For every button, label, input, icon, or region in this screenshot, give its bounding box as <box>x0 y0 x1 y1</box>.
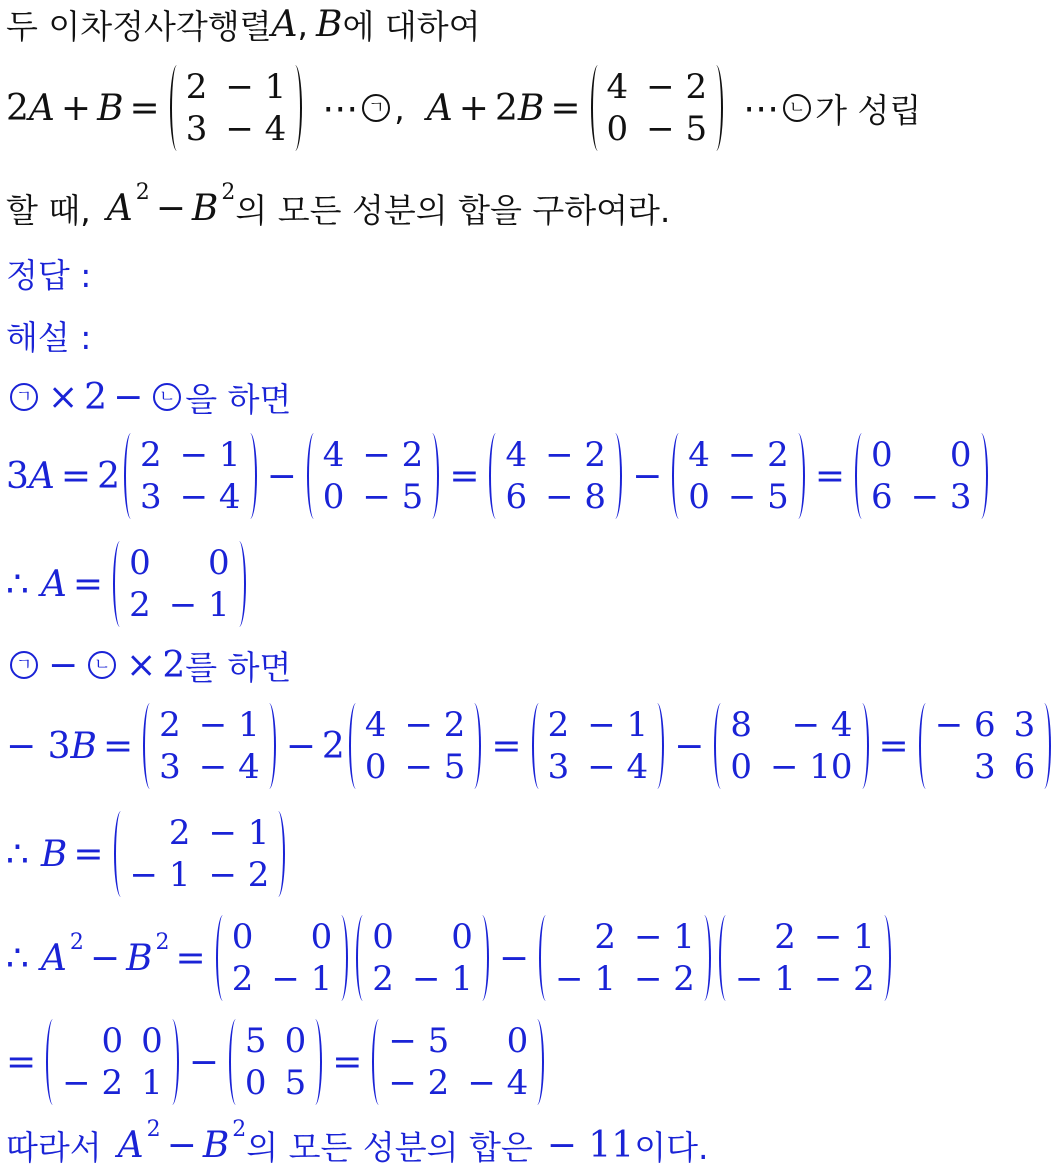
matrix-entry: 0 <box>322 477 345 517</box>
matrix-entry: − 1 <box>633 917 695 957</box>
matrix-entry: − 2 <box>633 959 695 999</box>
matrix-entry: 5 <box>244 1021 267 1061</box>
matrix-bracket <box>425 433 439 519</box>
matrix-grid <box>157 703 262 789</box>
minus: − <box>674 725 705 767</box>
matrix <box>719 915 891 1001</box>
minus: − <box>188 1041 219 1083</box>
matrix-entry: − 1 <box>587 705 649 745</box>
matrix-entry: 1 <box>141 1063 163 1103</box>
matrix-grid <box>933 703 1038 789</box>
matrix <box>855 433 988 519</box>
equals: = <box>72 563 104 605</box>
matrix-bracket <box>356 915 370 1001</box>
equals: = <box>73 833 104 875</box>
minus: − <box>285 725 316 767</box>
minus: − <box>166 1124 197 1166</box>
circle-label-nieun: ㄴ <box>783 94 811 122</box>
var-a: A <box>28 87 55 129</box>
matrix-entry: 8 <box>730 705 752 745</box>
matrix-entry: 0 <box>451 917 473 957</box>
matrix-entry: 2 <box>547 705 570 745</box>
matrix-grid <box>60 1019 165 1105</box>
matrix-entry: 0 <box>949 435 972 475</box>
matrix-bracket <box>591 65 605 151</box>
matrix-entry: − 1 <box>168 585 230 625</box>
step-text: 를 하면 <box>185 647 292 687</box>
matrix-entry: − 1 <box>555 959 616 999</box>
matrix-grid <box>321 433 426 519</box>
matrix <box>124 433 257 519</box>
num: 2 <box>84 376 108 418</box>
matrix-grid <box>553 915 697 1001</box>
matrix-grid <box>230 915 335 1001</box>
matrix <box>672 433 805 519</box>
matrix-entry: − 2 <box>404 705 466 745</box>
matrix-entry: 4 <box>505 435 528 475</box>
problem-line-3 <box>6 179 671 234</box>
minus: − <box>89 937 121 979</box>
matrix-entry: 0 <box>129 543 151 583</box>
matrix-entry: 0 <box>606 109 629 149</box>
equals: = <box>102 725 134 767</box>
var-a: A <box>271 3 298 45</box>
matrix-entry: − 5 <box>404 747 466 787</box>
matrix-entry: 4 <box>688 435 710 475</box>
exponent: 2 <box>155 929 170 955</box>
matrix-entry: 3 <box>185 109 208 149</box>
matrix-grid <box>605 65 710 151</box>
matrix <box>113 541 246 627</box>
matrix-bracket <box>288 65 302 151</box>
matrix <box>307 433 440 519</box>
num: 2 <box>494 87 518 129</box>
matrix-bracket <box>271 811 285 897</box>
var-b: B <box>126 937 153 979</box>
matrix-bracket <box>919 703 933 789</box>
var-b: B <box>191 187 219 229</box>
matrix-entry: − 2 <box>62 1063 124 1103</box>
var-b: B <box>202 1124 230 1166</box>
matrix <box>229 1019 322 1105</box>
var-b: B <box>97 87 124 129</box>
matrix-entry: − 1 <box>271 959 333 999</box>
matrix <box>356 915 489 1001</box>
minus: − <box>48 644 79 686</box>
matrix-entry: 2 <box>594 917 616 957</box>
matrix-bracket <box>709 65 723 151</box>
problem-text-tail: 에 대하여 <box>342 6 481 46</box>
matrix-entry: − 1 <box>129 855 191 895</box>
matrix-grid <box>869 433 974 519</box>
matrix-entry: 0 <box>372 917 394 957</box>
matrix-grid <box>733 915 877 1001</box>
matrix-bracket <box>372 1019 386 1105</box>
matrix-bracket <box>475 915 489 1001</box>
var-a: A <box>40 937 67 979</box>
var-a: A <box>106 187 133 229</box>
num: 2 <box>321 725 345 767</box>
matrix-entry: 3 <box>159 747 181 787</box>
matrix <box>143 703 276 789</box>
matrix-entry: 0 <box>730 747 752 787</box>
matrix-entry: − 4 <box>179 477 241 517</box>
matrix-entry: 0 <box>141 1021 163 1061</box>
matrix-entry: − 2 <box>813 959 875 999</box>
minus: − <box>266 455 297 497</box>
matrix-entry: 0 <box>688 477 710 517</box>
matrix <box>489 433 622 519</box>
minus: − <box>632 455 663 497</box>
problem-text: 할 때, <box>6 190 91 230</box>
exponent: 2 <box>135 179 150 205</box>
var-a: A <box>28 455 55 497</box>
equals: = <box>175 937 206 979</box>
var-b: B <box>70 725 97 767</box>
dots: ⋯ <box>743 87 780 129</box>
matrix-entry: − 2 <box>208 855 270 895</box>
matrix-entry: 0 <box>284 1021 307 1061</box>
matrix-entry: − 1 <box>225 67 287 107</box>
matrix-bracket <box>113 541 127 627</box>
step-3 <box>6 538 250 630</box>
matrix-grid <box>363 703 468 789</box>
matrix-bracket <box>974 433 988 519</box>
matrix-entry: − 5 <box>362 477 424 517</box>
matrix-bracket <box>532 703 546 789</box>
plus: + <box>60 87 92 129</box>
matrix <box>591 65 724 151</box>
matrix-entry: − 1 <box>734 959 796 999</box>
matrix-entry: − 2 <box>362 435 424 475</box>
times: × <box>48 376 79 418</box>
matrix-entry: − 5 <box>388 1021 450 1061</box>
final-value: − 11 <box>546 1124 635 1166</box>
matrix-entry: 6 <box>505 477 528 517</box>
matrix-bracket <box>1037 703 1051 789</box>
matrix-bracket <box>124 433 138 519</box>
step-text: 을 하면 <box>185 379 292 419</box>
num: 2 <box>162 644 186 686</box>
equals: = <box>449 455 480 497</box>
matrix-bracket <box>489 433 503 519</box>
matrix-entry: − 4 <box>467 1063 529 1103</box>
matrix-entry: − 1 <box>411 959 473 999</box>
circle-label-nieun: ㄴ <box>153 383 181 411</box>
var-b: B <box>40 833 68 875</box>
matrix-entry: 0 <box>506 1021 529 1061</box>
matrix <box>539 915 711 1001</box>
matrix-bracket <box>714 703 728 789</box>
matrix-entry: 0 <box>244 1063 267 1103</box>
matrix-entry: 2 <box>159 705 181 745</box>
matrix-grid <box>546 703 651 789</box>
equals: = <box>60 455 92 497</box>
var-a: A <box>117 1124 144 1166</box>
dots: ⋯ <box>322 87 359 129</box>
matrix <box>114 811 286 897</box>
matrix-entry: − 1 <box>208 813 270 853</box>
matrix-entry: − 5 <box>646 109 708 149</box>
matrix-entry: 3 <box>973 747 996 787</box>
problem-text-tail: 가 성립 <box>815 90 922 130</box>
exponent: 2 <box>221 179 236 205</box>
matrix-grid <box>686 433 791 519</box>
answer-label-text: 정답 : <box>6 255 92 295</box>
answer-label <box>6 250 91 296</box>
matrix-bracket <box>114 811 128 897</box>
matrix-entry: 6 <box>1013 747 1036 787</box>
matrix-entry: 3 <box>139 477 162 517</box>
therefore: ∴ <box>6 563 29 605</box>
matrix-entry: 4 <box>606 67 629 107</box>
matrix-entry: − 2 <box>727 435 789 475</box>
matrix <box>349 703 482 789</box>
matrix-entry: − 6 <box>934 705 996 745</box>
step-5 <box>6 700 1055 792</box>
matrix-entry: − 1 <box>198 705 260 745</box>
step-6 <box>6 808 289 900</box>
matrix-bracket <box>855 703 869 789</box>
matrix-entry: − 8 <box>545 477 607 517</box>
matrix-grid <box>386 1019 530 1105</box>
therefore: ∴ <box>6 833 29 875</box>
therefore: ∴ <box>6 937 29 979</box>
step-text: 따라서 <box>6 1127 102 1167</box>
step-text-tail: 이다. <box>634 1127 709 1167</box>
matrix-bracket <box>232 541 246 627</box>
problem-text-tail: 의 모든 성분의 합을 구하여라. <box>235 190 671 230</box>
num: 2 <box>97 455 120 497</box>
circle-label-nieun: ㄴ <box>88 651 116 679</box>
matrix-grid <box>243 1019 308 1105</box>
matrix <box>532 703 665 789</box>
matrix-entry: 2 <box>185 67 208 107</box>
matrix-entry: − 10 <box>769 747 853 787</box>
matrix-entry: − 4 <box>587 747 649 787</box>
matrix-grid <box>184 65 289 151</box>
step-text: 의 모든 성분의 합은 <box>246 1127 533 1167</box>
var-b: B <box>517 87 545 129</box>
matrix-grid <box>728 703 854 789</box>
matrix-entry: − 2 <box>646 67 708 107</box>
comma: , <box>394 88 405 128</box>
matrix-entry: 6 <box>870 477 893 517</box>
step-9 <box>6 1116 709 1168</box>
circle-label-giyeok: ㄱ <box>10 383 38 411</box>
matrix-grid <box>503 433 608 519</box>
matrix <box>714 703 868 789</box>
matrix-entry: − 4 <box>198 747 260 787</box>
var-b: B <box>316 3 343 45</box>
matrix-bracket <box>530 1019 544 1105</box>
step-4 <box>6 642 291 688</box>
matrix-bracket <box>334 915 348 1001</box>
matrix-bracket <box>697 915 711 1001</box>
matrix-entry: 0 <box>870 435 893 475</box>
matrix-bracket <box>143 703 157 789</box>
solution-label-text: 해설 : <box>6 317 92 357</box>
matrix <box>170 65 303 151</box>
exponent: 2 <box>232 1116 247 1142</box>
matrix-entry: 2 <box>129 585 151 625</box>
minus: − <box>113 376 144 418</box>
equals: = <box>814 455 845 497</box>
equals: = <box>332 1041 363 1083</box>
matrix-entry: 3 <box>547 747 570 787</box>
step-2 <box>6 430 992 522</box>
minus: − <box>155 187 186 229</box>
matrix-entry: − 3 <box>910 477 972 517</box>
matrix-bracket <box>307 433 321 519</box>
var-a: A <box>40 563 67 605</box>
matrix-entry: 0 <box>101 1021 124 1061</box>
step-7 <box>6 912 895 1004</box>
var-a: A <box>426 87 453 129</box>
exponent: 2 <box>146 1116 161 1142</box>
matrix-entry: 2 <box>372 959 394 999</box>
comma: , <box>297 4 309 44</box>
matrix-entry: 2 <box>168 813 191 853</box>
matrix <box>372 1019 544 1105</box>
matrix-bracket <box>608 433 622 519</box>
equals: = <box>491 725 522 767</box>
equals: = <box>6 1041 37 1083</box>
matrix-entry: 0 <box>364 747 387 787</box>
matrix-grid <box>127 541 232 627</box>
problem-line-2 <box>6 62 921 154</box>
matrix-entry: − 4 <box>225 109 287 149</box>
matrix-bracket <box>877 915 891 1001</box>
num: 3 <box>6 455 29 497</box>
matrix-bracket <box>308 1019 322 1105</box>
matrix-bracket <box>855 433 869 519</box>
matrix-entry: − 2 <box>388 1063 450 1103</box>
matrix-grid <box>138 433 243 519</box>
matrix-bracket <box>46 1019 60 1105</box>
exponent: 2 <box>69 929 84 955</box>
plus: + <box>458 87 489 129</box>
solution-label <box>6 312 91 358</box>
problem-text: 두 이차정사각행렬 <box>6 6 272 46</box>
matrix-entry: − 1 <box>813 917 875 957</box>
step-8 <box>6 1016 548 1108</box>
matrix <box>919 703 1052 789</box>
matrix-entry: 4 <box>364 705 387 745</box>
matrix-entry: 0 <box>208 543 230 583</box>
matrix-bracket <box>650 703 664 789</box>
matrix-entry: − 1 <box>179 435 241 475</box>
matrix-entry: − 4 <box>791 705 853 745</box>
matrix-entry: 2 <box>139 435 162 475</box>
matrix-entry: 2 <box>774 917 796 957</box>
num: − 3 <box>6 725 71 767</box>
matrix-bracket <box>719 915 733 1001</box>
matrix-grid <box>128 811 272 897</box>
matrix-bracket <box>170 65 184 151</box>
matrix-bracket <box>229 1019 243 1105</box>
equals: = <box>550 87 581 129</box>
matrix-bracket <box>539 915 553 1001</box>
equals: = <box>129 87 160 129</box>
matrix-entry: 0 <box>310 917 333 957</box>
matrix-grid <box>370 915 475 1001</box>
matrix <box>46 1019 179 1105</box>
matrix-bracket <box>216 915 230 1001</box>
circle-label-giyeok: ㄱ <box>10 651 38 679</box>
matrix-bracket <box>165 1019 179 1105</box>
problem-line-1 <box>6 2 481 46</box>
matrix-entry: − 2 <box>545 435 607 475</box>
num: 2 <box>6 87 29 129</box>
matrix-entry: 0 <box>231 917 254 957</box>
matrix-entry: 3 <box>1013 705 1036 745</box>
times: × <box>126 644 157 686</box>
matrix-bracket <box>467 703 481 789</box>
matrix-bracket <box>262 703 276 789</box>
matrix-entry: 4 <box>322 435 345 475</box>
matrix-entry: 5 <box>284 1063 307 1103</box>
step-1 <box>6 374 291 420</box>
matrix <box>216 915 349 1001</box>
matrix-bracket <box>243 433 257 519</box>
matrix-entry: 2 <box>231 959 254 999</box>
circle-label-giyeok: ㄱ <box>362 94 390 122</box>
matrix-bracket <box>672 433 686 519</box>
equals: = <box>878 725 909 767</box>
matrix-bracket <box>791 433 805 519</box>
minus: − <box>498 937 530 979</box>
matrix-entry: − 5 <box>727 477 789 517</box>
matrix-bracket <box>349 703 363 789</box>
